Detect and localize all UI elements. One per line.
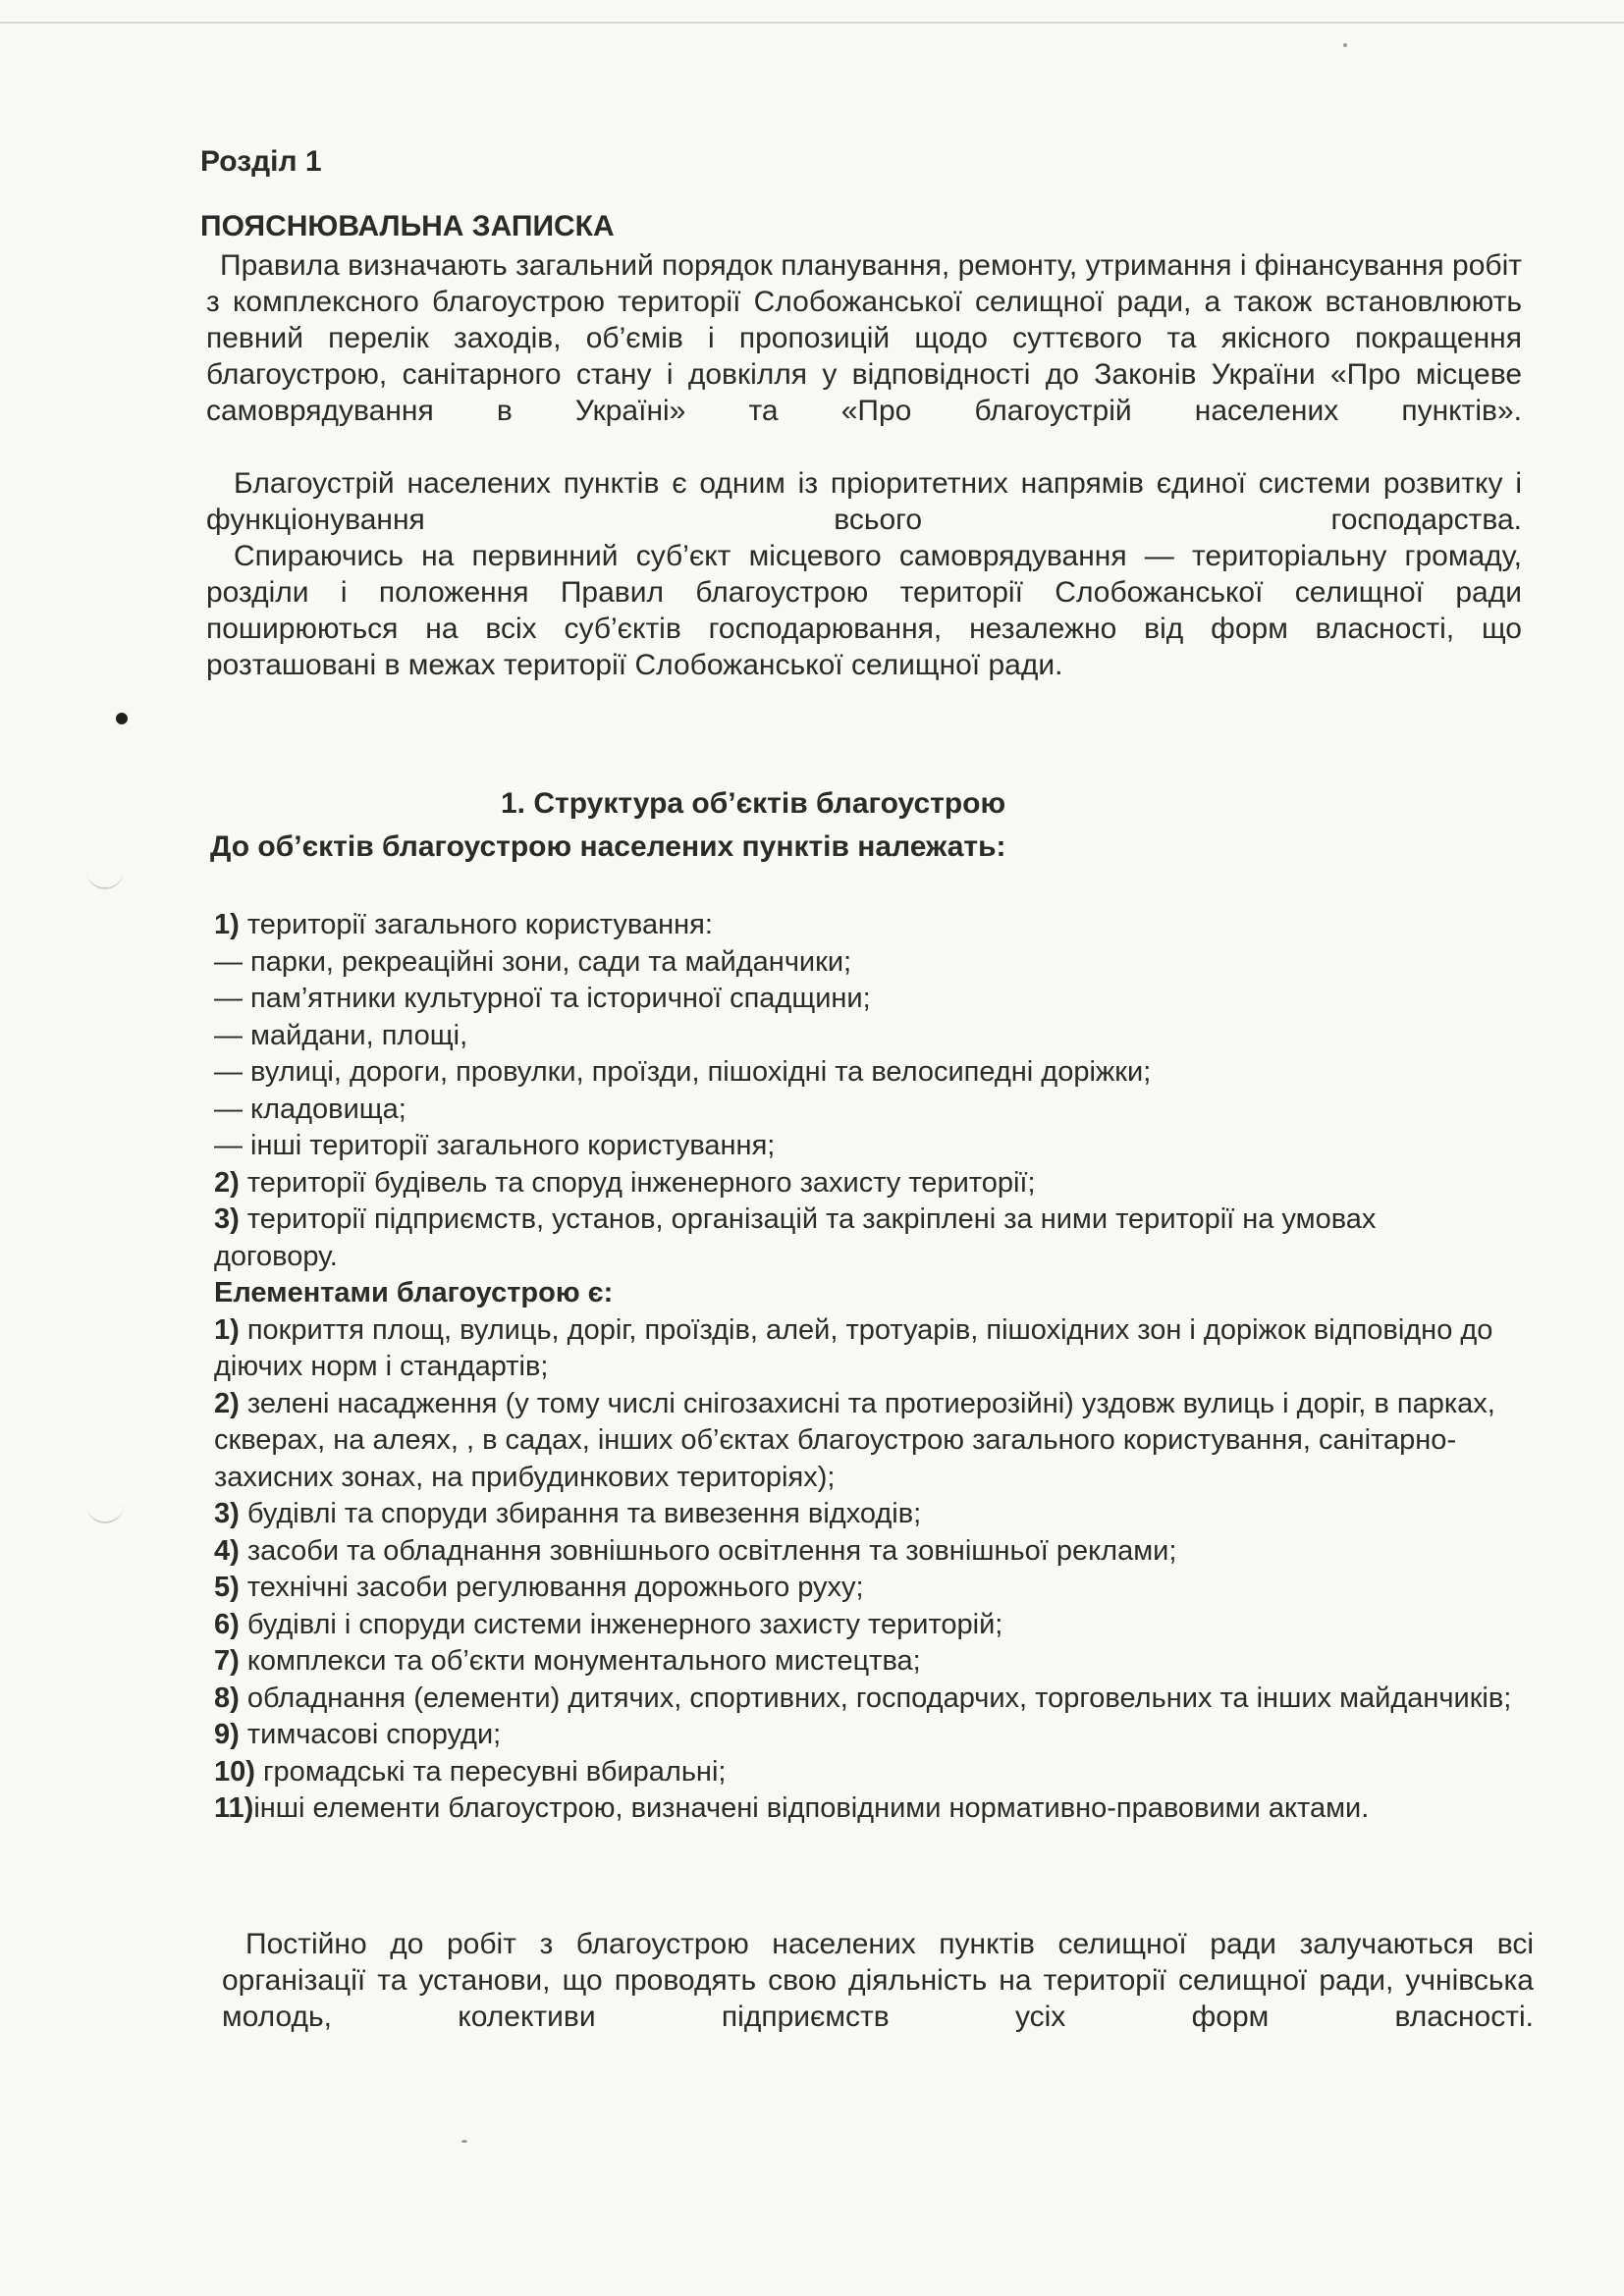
section-label: Розділ 1 xyxy=(200,145,322,178)
paragraph-intro: Правила визначають загальний порядок планування, ремонту, утримання і фінансування робіт з комплексного благоустрою території Слобожанської селищної ради, а також встановлюють певний перелік заходів, об’ємів і пропозицій щодо суттєвого та якісного покращення благоустрою, санітарного стану і довкілля у відповідності до Законів України «Про місцеве самоврядування в Україні» та «Про благоустрій населених пунктів». xyxy=(206,249,1522,427)
punch-hole-mark xyxy=(86,1494,124,1523)
list-item xyxy=(214,1754,1530,1791)
list-item xyxy=(214,1165,1530,1202)
item-text: — пам’ятники культурної та історичної спадщини; xyxy=(214,983,871,1014)
elements-title: Елементами благоустрою є: xyxy=(214,1277,614,1308)
item-text: — вулиці, дороги, провулки, проїзди, пішохідні та велосипедні доріжки; xyxy=(214,1056,1152,1088)
item-text: тимчасові споруди; xyxy=(239,1719,502,1750)
item-text: технічні засоби регулювання дорожнього руху; xyxy=(239,1572,864,1603)
list-item xyxy=(214,907,1530,944)
item-text: засоби та обладнання зовнішнього освітлення та зовнішньої реклами; xyxy=(239,1534,1177,1567)
paragraph-closing: Постійно до робіт з благоустрою населених пунктів селищної ради залучаються всі організації та установи, що проводять свою діяльність на території селищної ради, учнівська молодь, колективи підприємств усіх форм власності. xyxy=(222,1928,1534,2033)
item-number: 10) xyxy=(214,1755,255,1788)
item-number: 9) xyxy=(214,1719,240,1750)
item-text: території підприємств, установ, організацій та закріплені за ними території на умовах договору. xyxy=(214,1203,1377,1272)
list-item xyxy=(214,1054,1530,1092)
item-text: громадські та пересувні вбиральні; xyxy=(254,1755,727,1788)
paragraph-scope: Спираючись на первинний суб’єкт місцевого самоврядування — територіальну громаду, розділи і положення Правил благоустрою території Слобожанської селищної ради поширюються на всіх суб’єктів господарювання, незалежно від форм власності, що розташовані в межах території Слобожанської селищної ради. xyxy=(206,540,1522,681)
item-text: комплекси та об’єкти монументального мистецтва; xyxy=(239,1645,921,1677)
scan-speck xyxy=(1343,43,1347,47)
item-text: інші елементи благоустрою, визначені відповідними нормативно-правовими актами. xyxy=(253,1792,1370,1824)
item-number: 6) xyxy=(214,1608,240,1640)
structure-heading: 1. Структура об’єктів благоустрою xyxy=(501,787,1006,820)
list-item xyxy=(214,1312,1500,1386)
item-text: території загального користування: xyxy=(239,909,713,940)
explanatory-note-title: ПОЯСНЮВАЛЬНА ЗАПИСКА xyxy=(200,210,615,242)
list-item xyxy=(214,1643,1530,1681)
list-item xyxy=(214,1386,1510,1497)
list-item xyxy=(214,1570,1530,1607)
item-text: покриття площ, вулиць, доріг, проїздів, алей, тротуарів, пішохідних зон і доріжок відповідно до діючих норм і стандартів; xyxy=(214,1313,1493,1382)
item-number: 7) xyxy=(214,1645,240,1677)
item-number: 11) xyxy=(214,1792,254,1824)
list-item xyxy=(214,1607,1530,1644)
list-item xyxy=(214,1018,1530,1055)
bullet-dot xyxy=(116,713,128,724)
list-item xyxy=(214,1790,1461,1828)
list-item xyxy=(214,1717,1530,1754)
item-text: території будівель та споруд інженерного захисту території; xyxy=(239,1166,1036,1199)
list-item xyxy=(214,1533,1530,1571)
item-number: 4) xyxy=(214,1534,240,1567)
list-item xyxy=(214,1496,1530,1533)
item-number: 3) xyxy=(214,1498,240,1529)
item-text: будівлі і споруди системи інженерного захисту територій; xyxy=(239,1608,1003,1640)
item-number: 2) xyxy=(214,1387,240,1419)
item-text: обладнання (елементи) дитячих, спортивних, господарчих, торговельних та інших майданчиків; xyxy=(239,1682,1512,1714)
item-text: будівлі та споруди збирання та вивезення відходів; xyxy=(239,1498,922,1529)
punch-hole-mark xyxy=(86,860,124,889)
item-number: 5) xyxy=(214,1572,240,1603)
objects-intro: До об’єктів благоустрою населених пунктів належать: xyxy=(210,830,1006,863)
item-text: — майдани, площі, xyxy=(214,1019,468,1051)
list-item xyxy=(214,1201,1441,1275)
item-number: 1) xyxy=(214,909,240,940)
list-item xyxy=(214,944,1530,982)
scan-top-edge xyxy=(0,22,1624,24)
item-text: — парки, рекреаційні зони, сади та майданчики; xyxy=(214,945,852,978)
objects-list xyxy=(214,907,1530,1828)
item-number: 1) xyxy=(214,1313,240,1346)
list-item xyxy=(214,1681,1530,1718)
item-number: 3) xyxy=(214,1203,240,1235)
scan-speck xyxy=(461,2140,467,2143)
paragraph-priority: Благоустрій населених пунктів є одним із пріоритетних напрямів єдиної системи розвитку і функціонування всього господарства. xyxy=(206,467,1522,536)
item-text: — інші території загального користування; xyxy=(214,1130,776,1161)
list-item xyxy=(214,1092,1530,1129)
item-number: 2) xyxy=(214,1166,240,1199)
item-text: зелені насадження (у тому числі снігозахисні та протиерозійні) уздовж вулиць і доріг, в парках, скверах, на алеях, , в садах, інших об’єктах благоустрою загального користування, санітарно-захисних зонах, на прибудинкових територіях); xyxy=(214,1387,1495,1493)
item-text: — кладовища; xyxy=(214,1093,406,1125)
list-item xyxy=(214,1128,1530,1165)
item-number: 8) xyxy=(214,1682,240,1714)
list-item xyxy=(214,981,1530,1018)
